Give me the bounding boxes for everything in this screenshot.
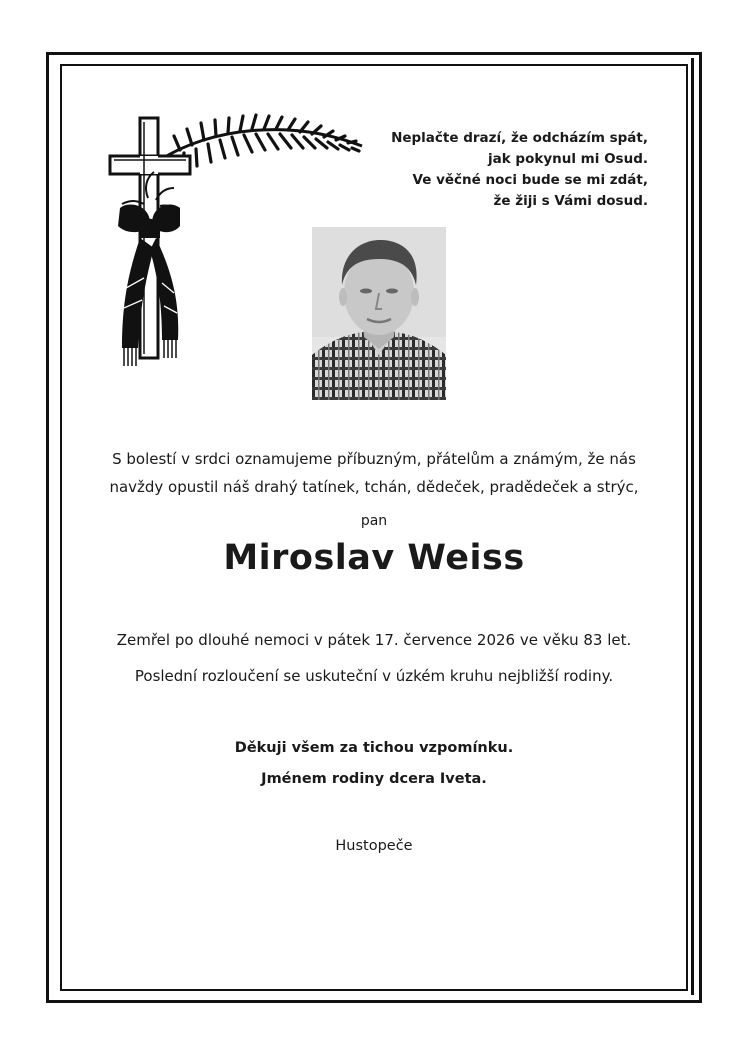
farewell-notice: Poslední rozloučení se uskuteční v úzkém kruhu nejbližší rodiny. <box>134 667 614 685</box>
thanks-line: Děkuji všem za tichou vzpomínku. <box>234 740 514 756</box>
poem-line: Ve věčné noci bude se mi zdát, <box>412 172 648 188</box>
details <box>60 622 688 694</box>
border-accent <box>691 58 694 995</box>
announcement-text <box>60 445 688 501</box>
name-prefix: pan <box>360 513 388 529</box>
portrait-photo-icon <box>312 227 446 400</box>
poem-line: Neplačte drazí, že odcházím spát, <box>391 130 648 146</box>
announcement-line: navždy opustil náš drahý tatínek, tchán, dědeček, pradědeček a strýc, <box>109 478 639 496</box>
announcement-line: S bolestí v srdci oznamujeme příbuzným, přátelům a známým, že nás <box>112 450 636 468</box>
death-notice: Zemřel po dlouhé nemoci v pátek 17. července 2026 ve věku 83 let. <box>116 631 632 649</box>
poem <box>328 128 648 212</box>
signature-line: Jménem rodiny dcera Iveta. <box>261 771 487 787</box>
deceased-name: Miroslav Weiss <box>223 538 525 578</box>
place: Hustopeče <box>335 838 413 854</box>
poem-line: jak pokynul mi Osud. <box>488 151 648 167</box>
thanks <box>60 733 688 795</box>
poem-line: že žiji s Vámi dosud. <box>493 193 648 209</box>
